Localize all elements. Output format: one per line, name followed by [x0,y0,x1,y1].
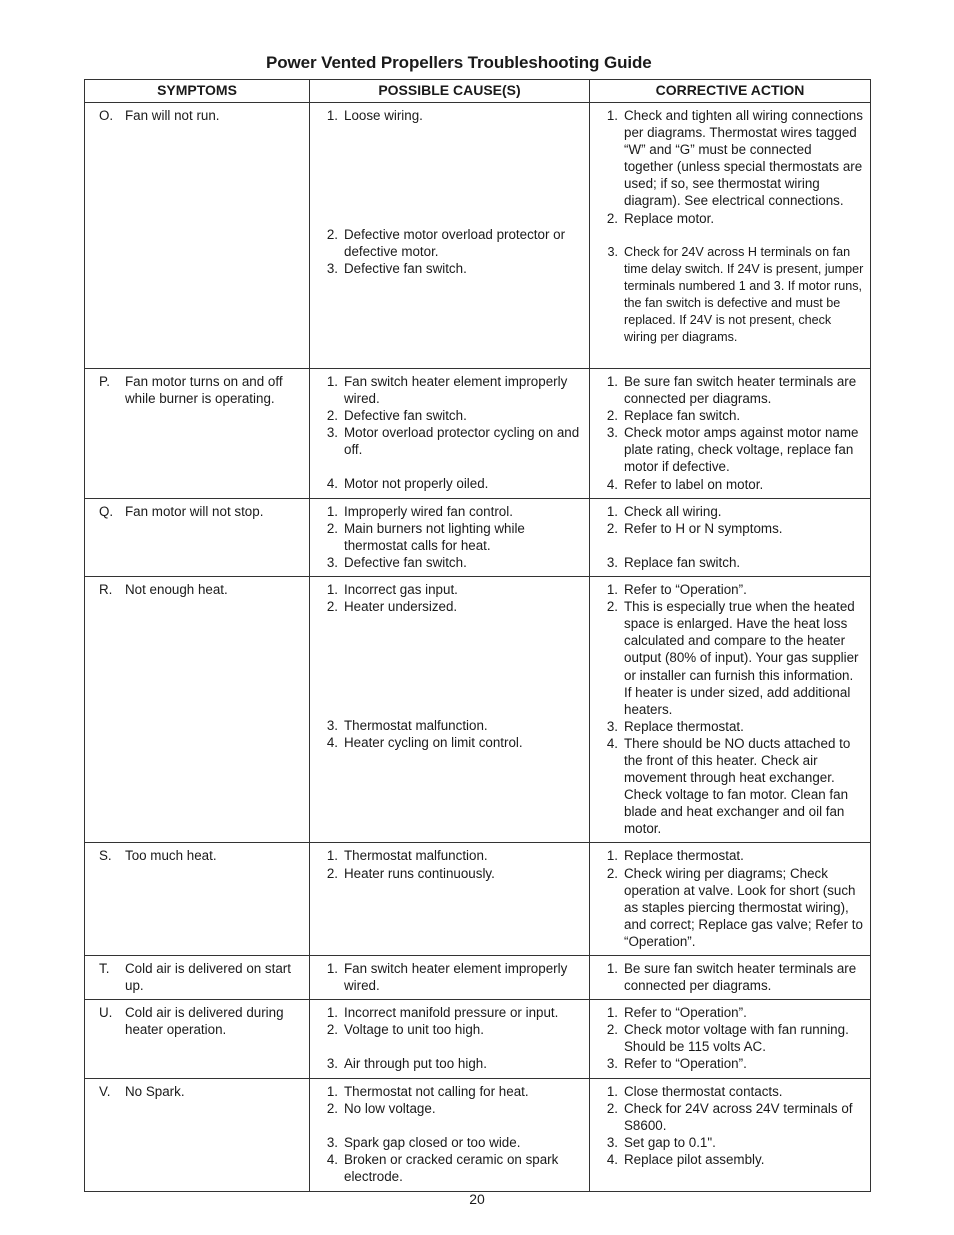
cause-text: Defective fan switch. [344,261,467,277]
cause-text: Heater runs continuously. [344,865,495,881]
action-number: 2. [606,210,618,226]
table-header-row [85,80,871,103]
action-number: 2. [606,599,618,615]
action-text: Be sure fan switch heater terminals are connected per diagrams. [624,961,857,994]
action-text: Refer to label on motor. [624,476,764,492]
cause-text: Defective motor overload protector or defective motor. [344,227,566,260]
action-text: There should be NO ducts attached to the front of this heater. Check air movement through heat exchanger. Check voltage to fan motor. Clean fan blade and heat exchanger and oil fan motor. [624,735,851,837]
action-number: 1. [606,582,618,598]
action-text: Replace pilot assembly. [624,1151,765,1167]
cause-number: 1. [326,503,338,519]
header-symptoms: SYMPTOMS [85,80,310,103]
action-text: Set gap to 0.1". [624,1134,716,1150]
symptom-cell [85,103,310,369]
table-row [85,956,871,1000]
symptom-letter: Q. [99,503,114,519]
action-text: Close thermostat contacts. [624,1083,783,1099]
cause-number: 4. [326,735,338,751]
action-number: 2. [606,1100,618,1116]
symptom-letter: V. [99,1083,111,1099]
cause-number: 1. [326,582,338,598]
action-text: Refer to “Operation”. [624,1056,747,1072]
action-text: Check for 24V across H terminals on fan time delay switch. If 24V is present, jumper terminals numbered 1 and 3. If motor runs, the fan switch is defective and must be replaced. If 24V is not present, check wiring per diagrams. [624,244,864,345]
cause-number: 2. [326,408,338,424]
symptom-text: Not enough heat. [125,582,228,598]
action-number: 3. [606,425,618,441]
header-possible-causes: POSSIBLE CAUSE(S) [310,80,590,103]
cause-text: Incorrect gas input. [344,582,458,598]
symptom-letter: T. [99,961,110,976]
action-text: Refer to “Operation”. [624,1005,747,1021]
action-text: Check motor amps against motor name plate rating, check voltage, replace fan motor if defective. [624,425,859,475]
symptom-letter: S. [99,848,112,864]
action-number: 2. [606,865,618,881]
cause-text: Fan switch heater element improperly wired. [344,961,568,994]
symptom-text: Cold air is delivered during heater operation. [125,1005,284,1038]
symptom-text: Cold air is delivered on start up. [125,961,291,994]
action-text: Check and tighten all wiring connections per diagrams. Thermostat wires tagged “W” and “G” must be connected together (unless special thermostats are used; if so, see thermostat wiring diagram). See electrical connections. [624,108,863,209]
cause-number: 1. [326,848,338,864]
cause-text: Main burners not lighting while thermostat calls for heat. [344,520,525,553]
symptom-letter: O. [99,108,114,123]
table-row [85,1078,871,1191]
causes-cell [310,103,590,369]
causes-cell [310,843,590,956]
cause-text: Air through put too high. [344,1056,487,1072]
cause-number: 3. [326,718,338,734]
cause-text: Thermostat malfunction. [344,848,488,864]
actions-cell [590,843,871,956]
troubleshooting-table [84,79,871,1192]
cause-number: 1. [326,108,338,123]
actions-cell [590,1078,871,1191]
table-row [85,1000,871,1078]
cause-number: 1. [326,374,338,389]
cause-number: 3. [326,1056,338,1072]
symptom-text: No Spark. [125,1083,185,1099]
cause-number: 2. [326,865,338,881]
table-row [85,369,871,499]
cause-number: 3. [326,554,338,570]
causes-cell [310,1078,590,1191]
cause-text: Broken or cracked ceramic on spark electrode. [344,1151,559,1184]
cause-number: 2. [326,520,338,536]
actions-cell [590,577,871,843]
action-text: Refer to H or N symptoms. [624,520,783,536]
cause-text: Motor overload protector cycling on and off. [344,425,580,458]
cause-number: 4. [326,476,338,492]
action-number: 2. [606,520,618,536]
action-number: 1. [606,108,618,123]
symptom-cell [85,577,310,843]
page-number: 20 [469,1191,485,1207]
action-number: 1. [606,374,618,389]
cause-text: Defective fan switch. [344,554,467,570]
action-text: Refer to “Operation”. [624,582,747,598]
symptom-cell [85,369,310,499]
action-number: 4. [606,476,618,492]
symptom-letter: U. [99,1005,113,1021]
action-number: 1. [606,503,618,519]
action-text: Replace thermostat. [624,718,744,734]
cause-number: 3. [326,1134,338,1150]
cause-text: Improperly wired fan control. [344,503,513,519]
cause-text: Thermostat not calling for heat. [344,1083,529,1099]
table-row [85,843,871,956]
actions-cell [590,1000,871,1078]
cause-number: 3. [326,425,338,441]
action-number: 4. [606,735,618,751]
cause-text: Incorrect manifold pressure or input. [344,1005,559,1021]
symptom-cell [85,1000,310,1078]
action-number: 1. [606,961,618,976]
symptom-text: Too much heat. [125,848,217,864]
action-number: 2. [606,408,618,424]
action-number: 3. [606,1056,618,1072]
symptom-letter: R. [99,582,113,598]
cause-text: Fan switch heater element improperly wired. [344,374,568,407]
action-text: This is especially true when the heated space is enlarged. Have the heat loss calculated and compare to the heater output (80% of input). Your gas supplier or installer can furnish this information. If heater is under sized, add additional heaters. [624,599,859,717]
actions-cell [590,956,871,1000]
header-corrective-action: CORRECTIVE ACTION [590,80,871,103]
action-number: 1. [606,1005,618,1021]
action-number: 3. [606,554,618,570]
causes-cell [310,498,590,576]
action-text: Check all wiring. [624,503,722,519]
action-text: Check wiring per diagrams; Check operation at valve. Look for short (such as staples piercing thermostat wiring), and correct; Replace gas valve; Refer to “Operation”. [624,865,863,949]
action-text: Replace fan switch. [624,408,741,424]
causes-cell [310,956,590,1000]
action-text: Replace motor. [624,210,715,226]
action-text: Replace thermostat. [624,848,744,864]
symptom-text: Fan will not run. [125,108,220,123]
actions-cell [590,369,871,499]
actions-cell [590,498,871,576]
cause-number: 1. [326,1005,338,1021]
cause-text: Heater undersized. [344,599,458,615]
cause-text: Thermostat malfunction. [344,718,488,734]
table-row [85,577,871,843]
cause-text: Loose wiring. [344,108,423,123]
cause-text: Spark gap closed or too wide. [344,1134,521,1150]
symptom-cell [85,1078,310,1191]
actions-cell [590,103,871,369]
cause-text: Heater cycling on limit control. [344,735,523,751]
action-number: 1. [606,848,618,864]
cause-number: 3. [326,261,338,277]
cause-text: No low voltage. [344,1100,436,1116]
cause-number: 2. [326,227,338,243]
action-number: 2. [606,1022,618,1038]
action-text: Check motor voltage with fan running. Should be 115 volts AC. [624,1022,849,1055]
cause-text: Motor not properly oiled. [344,476,489,492]
page-title: Power Vented Propellers Troubleshooting Guide [266,53,652,72]
table-row [85,498,871,576]
causes-cell [310,1000,590,1078]
cause-number: 2. [326,1100,338,1116]
action-number: 3. [606,1134,618,1150]
action-number: 3. [606,718,618,734]
table-row [85,103,871,369]
symptom-cell [85,498,310,576]
cause-number: 1. [326,1083,338,1099]
action-text: Check for 24V across 24V terminals of S8600. [624,1100,853,1133]
causes-cell [310,369,590,499]
cause-text: Voltage to unit too high. [344,1022,484,1038]
action-number: 3. [607,244,618,259]
action-number: 4. [606,1151,618,1167]
causes-cell [310,577,590,843]
cause-number: 4. [326,1151,338,1167]
cause-number: 2. [326,1022,338,1038]
action-text: Be sure fan switch heater terminals are connected per diagrams. [624,374,857,407]
action-text: Replace fan switch. [624,554,741,570]
symptom-cell [85,956,310,1000]
cause-number: 1. [326,961,338,976]
symptom-text: Fan motor turns on and off while burner is operating. [125,374,283,407]
cause-number: 2. [326,599,338,615]
cause-text: Defective fan switch. [344,408,467,424]
symptom-letter: P. [99,374,110,389]
action-number: 1. [606,1083,618,1099]
symptom-text: Fan motor will not stop. [125,503,264,519]
symptom-cell [85,843,310,956]
